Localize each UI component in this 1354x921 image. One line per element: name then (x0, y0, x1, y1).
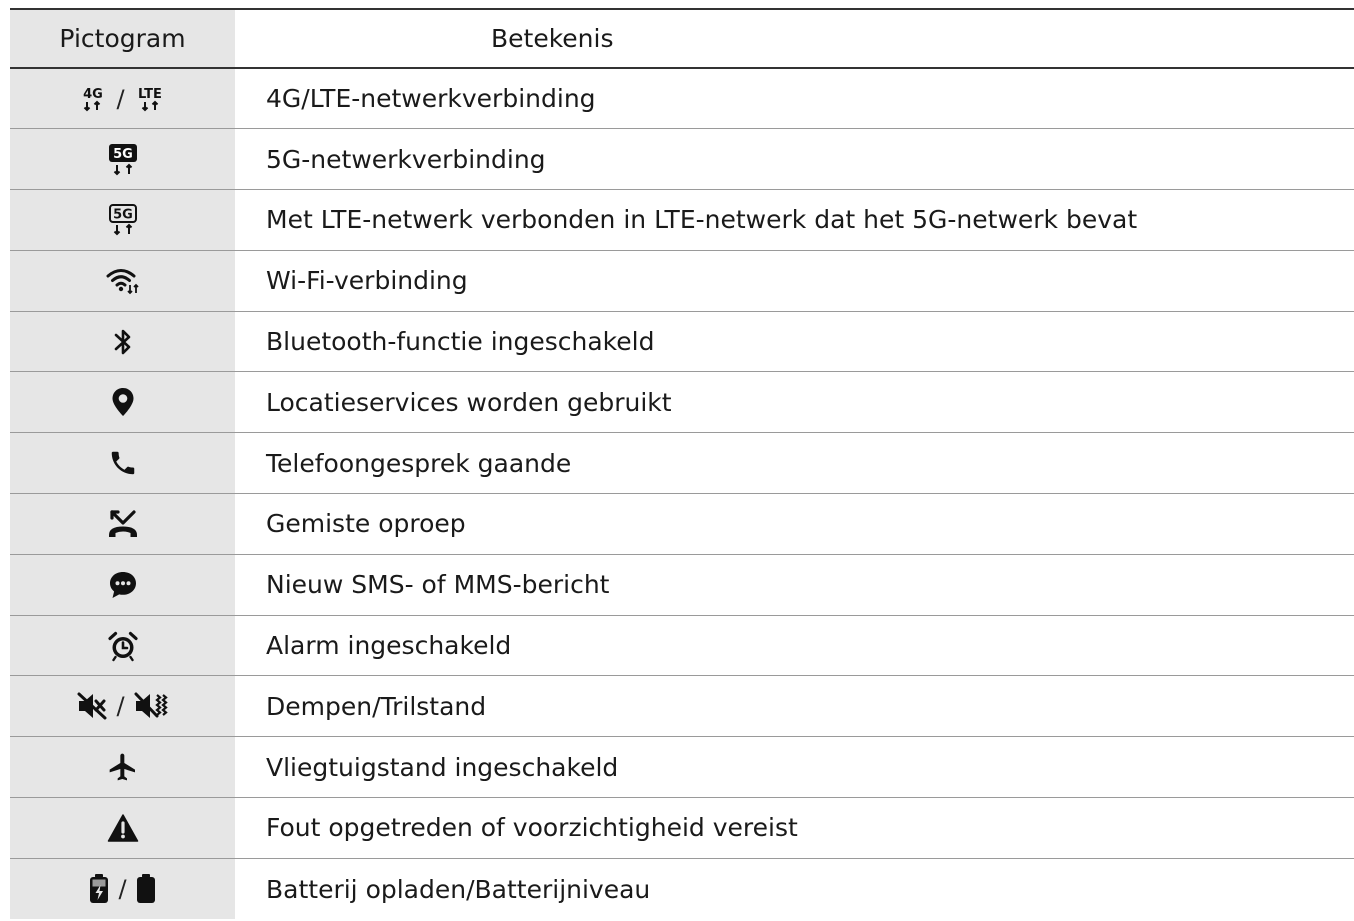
meaning-text: Vliegtuigstand ingeschakeld (235, 737, 1354, 798)
icon-separator: / (116, 84, 125, 113)
icon-separator: / (116, 692, 125, 721)
alarm-icon (107, 630, 139, 662)
table-row (10, 129, 1354, 190)
meaning-text: 4G/LTE-netwerkverbinding (235, 68, 1354, 129)
phone-icon (108, 448, 138, 478)
table-row (10, 554, 1354, 615)
vibrate-icon (133, 691, 169, 721)
meaning-text: Locatieservices worden gebruikt (235, 372, 1354, 433)
meaning-text: 5G-netwerkverbinding (235, 129, 1354, 190)
location-icon (110, 386, 136, 418)
4g-icon (78, 84, 108, 114)
svg-text:5G: 5G (112, 146, 133, 162)
table-row (10, 737, 1354, 798)
meaning-text: Alarm ingeschakeld (235, 615, 1354, 676)
lte-icon (133, 84, 167, 114)
meaning-text: Gemiste oproep (235, 494, 1354, 555)
table-row (10, 68, 1354, 129)
5g-lte-icon (107, 202, 139, 236)
meaning-text: Fout opgetreden of voorzichtigheid vereist (235, 798, 1354, 859)
mute-icon (76, 691, 108, 721)
meaning-text: Telefoongesprek gaande (235, 433, 1354, 494)
meaning-text: Nieuw SMS- of MMS-bericht (235, 554, 1354, 615)
warning-icon (107, 813, 139, 843)
table-row (10, 372, 1354, 433)
svg-text:LTE: LTE (137, 86, 162, 102)
table-row (10, 615, 1354, 676)
table-row (10, 250, 1354, 311)
meaning-text: Dempen/Trilstand (235, 676, 1354, 737)
table-row (10, 798, 1354, 859)
svg-text:4G: 4G (83, 86, 104, 102)
bluetooth-icon (111, 326, 135, 358)
airplane-icon (107, 751, 139, 783)
message-icon (107, 569, 139, 601)
wifi-icon (106, 266, 140, 296)
meaning-text: Wi-Fi-verbinding (235, 250, 1354, 311)
missed-call-icon (106, 508, 140, 540)
table-row (10, 494, 1354, 555)
meaning-text: Bluetooth-functie ingeschakeld (235, 311, 1354, 372)
battery-charging-icon (88, 873, 110, 905)
svg-text:5G: 5G (112, 207, 133, 223)
table-row (10, 433, 1354, 494)
table-row (10, 676, 1354, 737)
header-meaning-column: Betekenis (235, 9, 1354, 68)
header-icon-column: Pictogram (10, 9, 235, 68)
icon-separator: / (118, 875, 127, 903)
5g-icon (107, 142, 139, 176)
meaning-text: Batterij opladen/Batterijniveau (266, 874, 651, 904)
battery-level-icon (135, 873, 157, 905)
table-row (10, 858, 1354, 919)
table-row (10, 311, 1354, 372)
table-header-row (10, 9, 1354, 68)
meaning-text: Met LTE-netwerk verbonden in LTE-netwerk dat het 5G-netwerk bevat (235, 190, 1354, 251)
table-row (10, 190, 1354, 251)
status-icons-table (10, 8, 1354, 919)
